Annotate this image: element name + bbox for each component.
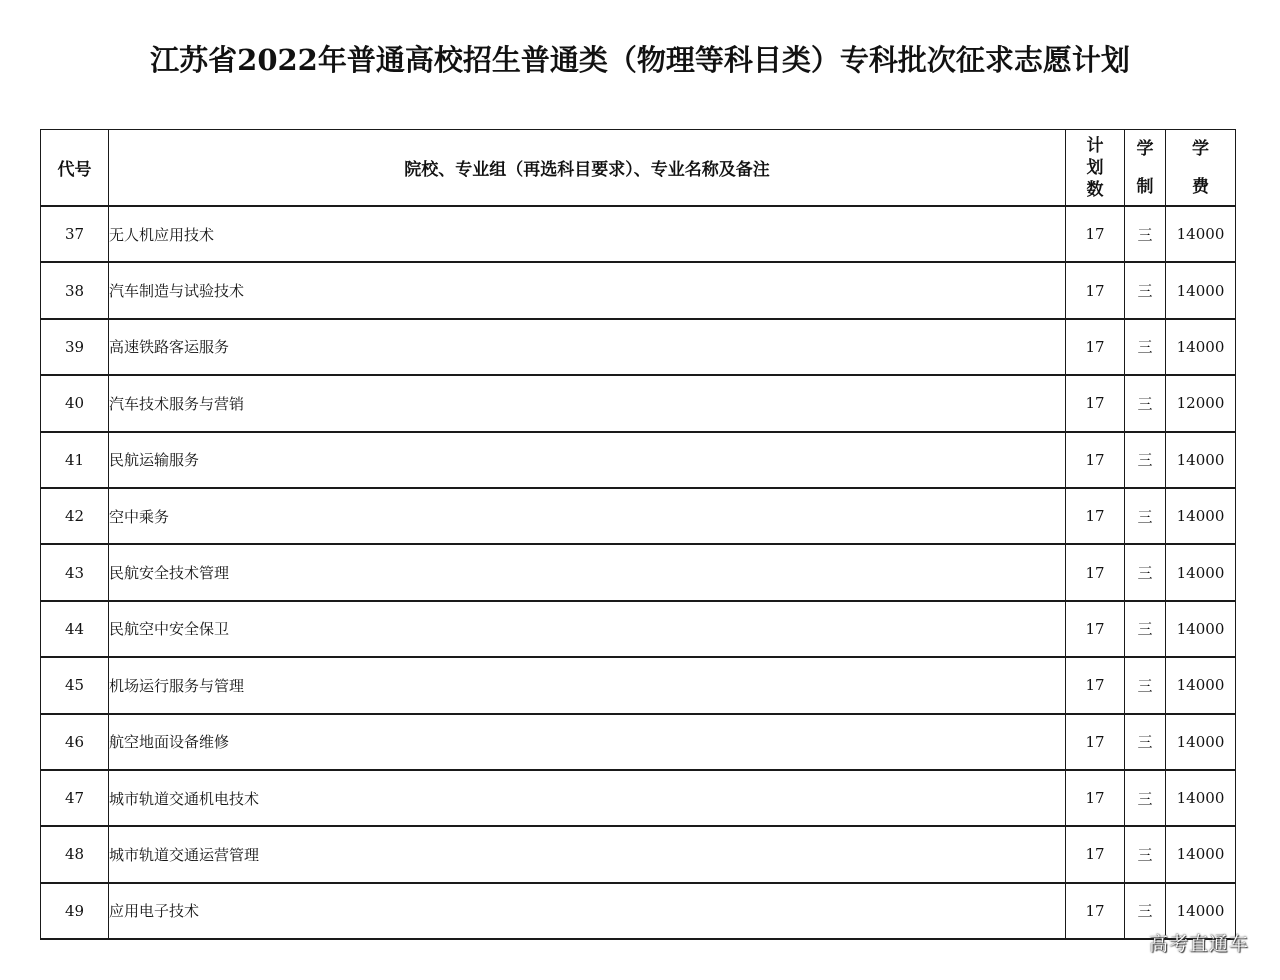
table-row <box>41 883 1236 939</box>
row-code: 49 <box>41 883 109 939</box>
row-tuition-fee: 14000 <box>1166 657 1236 713</box>
table-row <box>41 544 1236 600</box>
header-code: 代号 <box>41 130 109 207</box>
row-plan-count: 17 <box>1066 488 1125 544</box>
table-row <box>41 770 1236 826</box>
row-tuition-fee: 14000 <box>1166 488 1236 544</box>
row-plan-count: 17 <box>1066 262 1125 318</box>
row-study-length: 三 <box>1125 544 1166 600</box>
header-plan-char: 计 <box>1086 135 1104 156</box>
row-study-length: 三 <box>1125 319 1166 375</box>
row-plan-count: 17 <box>1066 883 1125 939</box>
row-study-length: 三 <box>1125 601 1166 657</box>
admission-plan-table <box>40 129 1236 940</box>
row-program-name: 城市轨道交通机电技术 <box>109 770 1066 826</box>
table-row <box>41 206 1236 262</box>
table-header-row <box>41 130 1236 207</box>
row-code: 38 <box>41 262 109 318</box>
row-plan-count: 17 <box>1066 770 1125 826</box>
row-tuition-fee: 14000 <box>1166 206 1236 262</box>
row-study-length: 三 <box>1125 375 1166 431</box>
row-study-length: 三 <box>1125 714 1166 770</box>
row-code: 46 <box>41 714 109 770</box>
row-study-length: 三 <box>1125 770 1166 826</box>
row-plan-count: 17 <box>1066 714 1125 770</box>
table-row <box>41 657 1236 713</box>
row-program-name: 无人机应用技术 <box>109 206 1066 262</box>
row-tuition-fee: 12000 <box>1166 375 1236 431</box>
row-tuition-fee: 14000 <box>1166 319 1236 375</box>
row-tuition-fee: 14000 <box>1166 714 1236 770</box>
table-row <box>41 262 1236 318</box>
row-code: 48 <box>41 826 109 882</box>
row-code: 37 <box>41 206 109 262</box>
row-tuition-fee: 14000 <box>1166 544 1236 600</box>
row-code: 45 <box>41 657 109 713</box>
row-plan-count: 17 <box>1066 319 1125 375</box>
row-program-name: 汽车制造与试验技术 <box>109 262 1066 318</box>
row-study-length: 三 <box>1125 262 1166 318</box>
header-fee <box>1166 130 1236 207</box>
row-study-length: 三 <box>1125 206 1166 262</box>
table-row <box>41 432 1236 488</box>
row-code: 43 <box>41 544 109 600</box>
row-program-name: 民航运输服务 <box>109 432 1066 488</box>
header-name: 院校、专业组（再选科目要求）、专业名称及备注 <box>109 130 1066 207</box>
header-plan-count <box>1066 130 1125 207</box>
row-plan-count: 17 <box>1066 601 1125 657</box>
row-tuition-fee: 14000 <box>1166 826 1236 882</box>
row-study-length: 三 <box>1125 883 1166 939</box>
table-row <box>41 826 1236 882</box>
row-program-name: 空中乘务 <box>109 488 1066 544</box>
row-code: 39 <box>41 319 109 375</box>
table-row <box>41 375 1236 431</box>
table-row <box>41 714 1236 770</box>
row-tuition-fee: 14000 <box>1166 262 1236 318</box>
header-fee-char: 学 <box>1192 138 1209 159</box>
header-plan-char: 划 <box>1086 157 1104 178</box>
row-code: 44 <box>41 601 109 657</box>
row-plan-count: 17 <box>1066 375 1125 431</box>
row-program-name: 汽车技术服务与营销 <box>109 375 1066 431</box>
row-program-name: 高速铁路客运服务 <box>109 319 1066 375</box>
row-code: 42 <box>41 488 109 544</box>
table-row <box>41 601 1236 657</box>
row-plan-count: 17 <box>1066 826 1125 882</box>
row-study-length: 三 <box>1125 432 1166 488</box>
row-plan-count: 17 <box>1066 657 1125 713</box>
header-fee-char: 费 <box>1192 176 1209 197</box>
row-plan-count: 17 <box>1066 432 1125 488</box>
row-study-length: 三 <box>1125 488 1166 544</box>
row-plan-count: 17 <box>1066 206 1125 262</box>
header-length-char: 制 <box>1136 176 1154 197</box>
row-program-name: 民航安全技术管理 <box>109 544 1066 600</box>
row-tuition-fee: 14000 <box>1166 883 1236 939</box>
table-body <box>41 206 1236 939</box>
header-length <box>1125 130 1166 207</box>
row-program-name: 民航空中安全保卫 <box>109 601 1066 657</box>
row-tuition-fee: 14000 <box>1166 601 1236 657</box>
row-study-length: 三 <box>1125 826 1166 882</box>
row-code: 47 <box>41 770 109 826</box>
row-study-length: 三 <box>1125 657 1166 713</box>
page-title: 江苏省2022年普通高校招生普通类（物理等科目类）专科批次征求志愿计划 <box>150 43 1130 77</box>
watermark: 高考直通车 <box>1148 933 1249 955</box>
row-program-name: 城市轨道交通运营管理 <box>109 826 1066 882</box>
row-code: 40 <box>41 375 109 431</box>
row-tuition-fee: 14000 <box>1166 432 1236 488</box>
row-code: 41 <box>41 432 109 488</box>
row-plan-count: 17 <box>1066 544 1125 600</box>
table-row <box>41 319 1236 375</box>
header-plan-char: 数 <box>1086 179 1104 200</box>
row-tuition-fee: 14000 <box>1166 770 1236 826</box>
row-program-name: 航空地面设备维修 <box>109 714 1066 770</box>
row-program-name: 机场运行服务与管理 <box>109 657 1066 713</box>
table-row <box>41 488 1236 544</box>
row-program-name: 应用电子技术 <box>109 883 1066 939</box>
header-length-char: 学 <box>1136 138 1154 159</box>
